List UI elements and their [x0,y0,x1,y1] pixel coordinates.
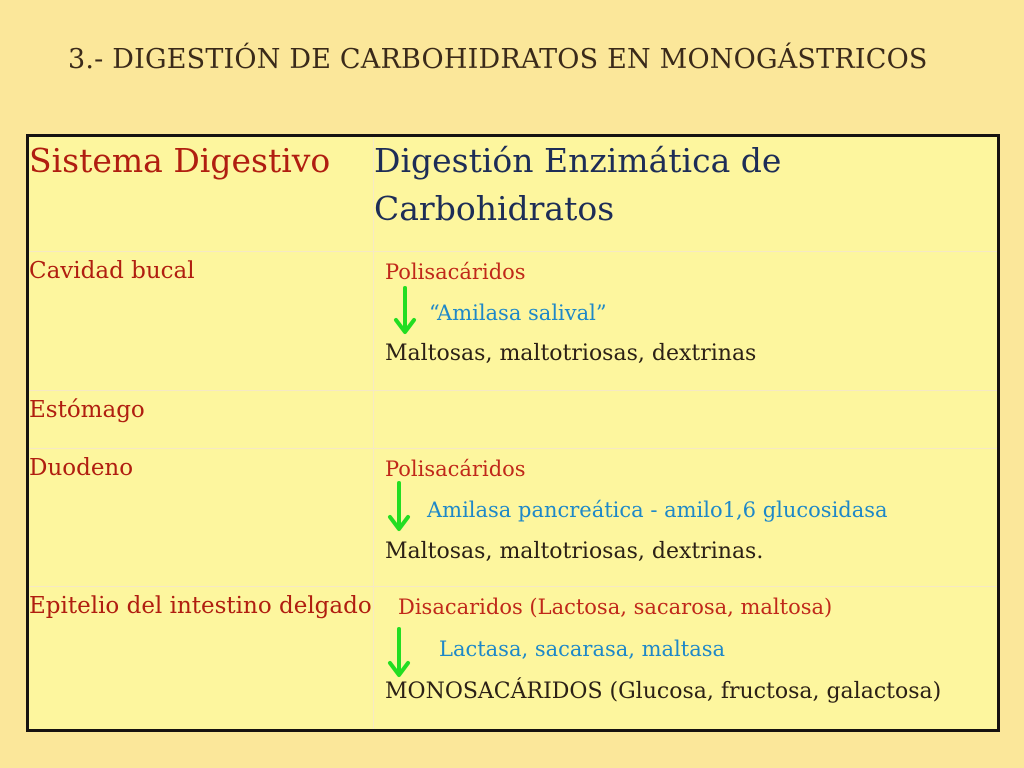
substrate-text: Disacaridos (Lactosa, sacarosa, maltosa) [398,595,833,619]
row-system-label: Duodeno [28,449,374,587]
product-text: MONOSACÁRIDOS (Glucosa, fructosa, galactosa) [385,679,942,704]
digestion-table [26,134,1000,732]
row-system-label: Epitelio del intestino delgado [28,587,374,731]
enzyme-text: Amilasa pancreática - amilo1,6 glucosidasa [427,498,888,522]
row-reaction-cell [374,587,999,731]
slide-title: 3.- DIGESTIÓN DE CARBOHIDRATOS EN MONOGÁSTRICOS [68,44,928,75]
table-row [28,587,999,731]
row-system-label: Estómago [28,391,374,449]
header-sistema-digestivo: Sistema Digestivo [28,136,374,252]
substrate-text: Polisacáridos [385,457,526,481]
row-reaction-cell [374,449,999,587]
product-text: Maltosas, maltotriosas, dextrinas [385,341,757,366]
down-arrow-icon [386,481,412,533]
row-reaction-cell [374,252,999,391]
header-digestion-enzimatica: Digestión Enzimática de Carbohidratos [374,136,999,252]
table-row [28,449,999,587]
down-arrow-icon [386,627,412,679]
table-header-row [28,136,999,252]
product-text: Maltosas, maltotriosas, dextrinas. [385,539,764,564]
row-reaction-cell [374,391,999,449]
table-row [28,252,999,391]
substrate-text: Polisacáridos [385,260,526,284]
enzyme-text: Lactasa, sacarasa, maltasa [439,637,726,661]
table-row [28,391,999,449]
row-system-label: Cavidad bucal [28,252,374,391]
enzyme-text: “Amilasa salival” [429,301,607,325]
down-arrow-icon [392,286,418,336]
